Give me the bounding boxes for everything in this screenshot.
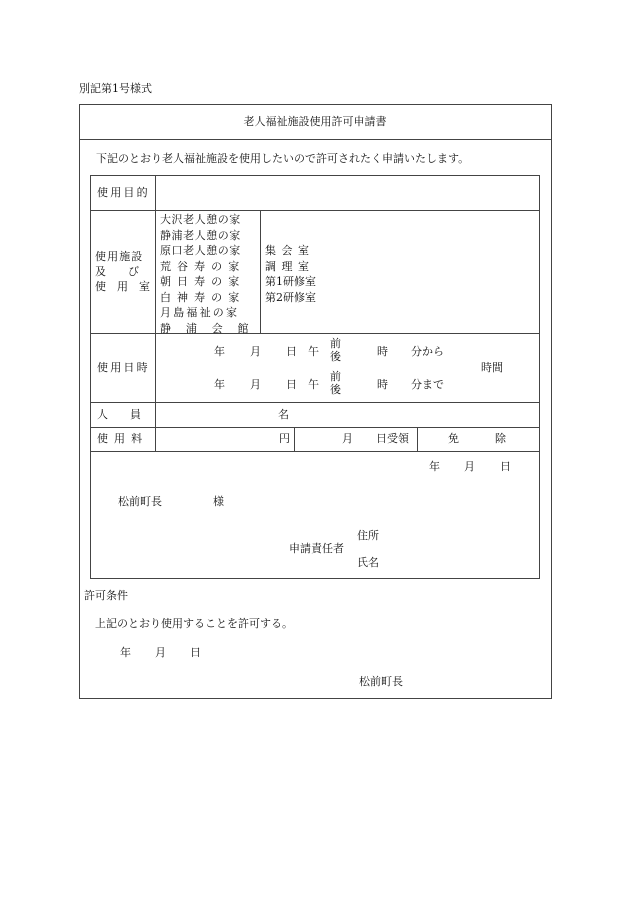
facility-item: 月島福祉の家 xyxy=(160,306,240,319)
permit-conditions-title: 許可条件 xyxy=(84,589,128,602)
date-year: 年 xyxy=(429,460,440,473)
facility-item: 大沢老人憩の家 xyxy=(160,213,241,226)
end-year: 年 xyxy=(214,378,225,391)
row-divider-3 xyxy=(90,402,540,403)
name-label: 氏名 xyxy=(357,556,379,569)
start-from: 分から xyxy=(411,345,444,358)
duration-hours: 時間 xyxy=(481,361,503,374)
fee-divider-1 xyxy=(294,427,295,451)
permit-day: 日 xyxy=(190,646,201,659)
start-hour: 時 xyxy=(377,345,388,358)
facility-item: 白神寿の家 xyxy=(160,290,246,304)
start-day: 日 xyxy=(286,345,297,358)
end-pm: 後 xyxy=(330,383,341,396)
start-noon: 午 xyxy=(308,345,319,358)
room-item: 集会室 xyxy=(265,244,315,257)
facility-item: 静浦老人憩の家 xyxy=(160,228,241,242)
fee-month: 月 xyxy=(342,432,353,445)
purpose-label: 使用目的 xyxy=(97,186,150,199)
end-noon: 午 xyxy=(308,378,319,391)
facility-label-line-2: 及 び xyxy=(95,265,139,278)
fee-divider-2 xyxy=(417,427,418,451)
row-divider-1 xyxy=(90,210,540,211)
end-hour: 時 xyxy=(377,378,388,391)
fee-exempt-1: 免 xyxy=(448,432,459,445)
end-am: 前 xyxy=(330,370,341,383)
datetime-label: 使用日時 xyxy=(97,361,150,374)
honorific: 様 xyxy=(213,495,224,508)
permit-month: 月 xyxy=(155,646,166,659)
date-day: 日 xyxy=(500,460,511,473)
permit-year: 年 xyxy=(120,646,131,659)
permit-text: 上記のとおり使用することを許可する。 xyxy=(95,617,293,630)
title-divider xyxy=(79,139,552,140)
mayor-signature: 松前町長 xyxy=(359,675,403,688)
start-pm: 後 xyxy=(330,350,341,363)
fee-label: 使用料 xyxy=(97,432,149,445)
row-divider-2 xyxy=(90,333,540,334)
room-item: 第2研修室 xyxy=(265,290,316,304)
fee-yen: 円 xyxy=(279,432,290,445)
form-number: 別記第1号様式 xyxy=(79,82,152,95)
start-month: 月 xyxy=(250,345,261,358)
facility-label-line-3: 使 用 室 xyxy=(95,280,150,293)
intro-text: 下記のとおり老人福祉施設を使用したいので許可されたく申請いたします。 xyxy=(96,152,470,165)
facility-label-line-1: 使用施設 xyxy=(95,250,144,263)
end-month: 月 xyxy=(250,378,261,391)
room-item: 第1研修室 xyxy=(265,275,316,288)
fee-exempt-2: 除 xyxy=(495,432,506,445)
facility-item: 荒谷寿の家 xyxy=(160,259,246,273)
room-list xyxy=(265,243,316,305)
facility-item: 原口老人憩の家 xyxy=(160,244,241,257)
label-column-divider xyxy=(155,175,156,451)
form-title: 老人福祉施設使用許可申請書 xyxy=(243,115,387,128)
people-unit: 名 xyxy=(278,408,289,421)
mayor-addressee: 松前町長 xyxy=(118,495,162,508)
row-divider-5 xyxy=(90,451,540,452)
start-am: 前 xyxy=(330,337,341,350)
applicant-label: 申請責任者 xyxy=(289,542,344,555)
end-day: 日 xyxy=(286,378,297,391)
people-label: 人 員 xyxy=(97,408,141,421)
application-table xyxy=(90,175,540,579)
facility-item: 静浦会館 xyxy=(160,321,264,335)
facility-item: 朝日寿の家 xyxy=(160,275,246,288)
fee-received: 日受領 xyxy=(376,432,409,445)
room-item: 調理室 xyxy=(265,259,315,273)
end-to: 分まで xyxy=(411,378,444,391)
date-month: 月 xyxy=(464,460,475,473)
start-year: 年 xyxy=(214,345,225,358)
row-divider-4 xyxy=(90,427,540,428)
facility-list xyxy=(160,212,263,336)
address-label: 住所 xyxy=(357,529,379,542)
